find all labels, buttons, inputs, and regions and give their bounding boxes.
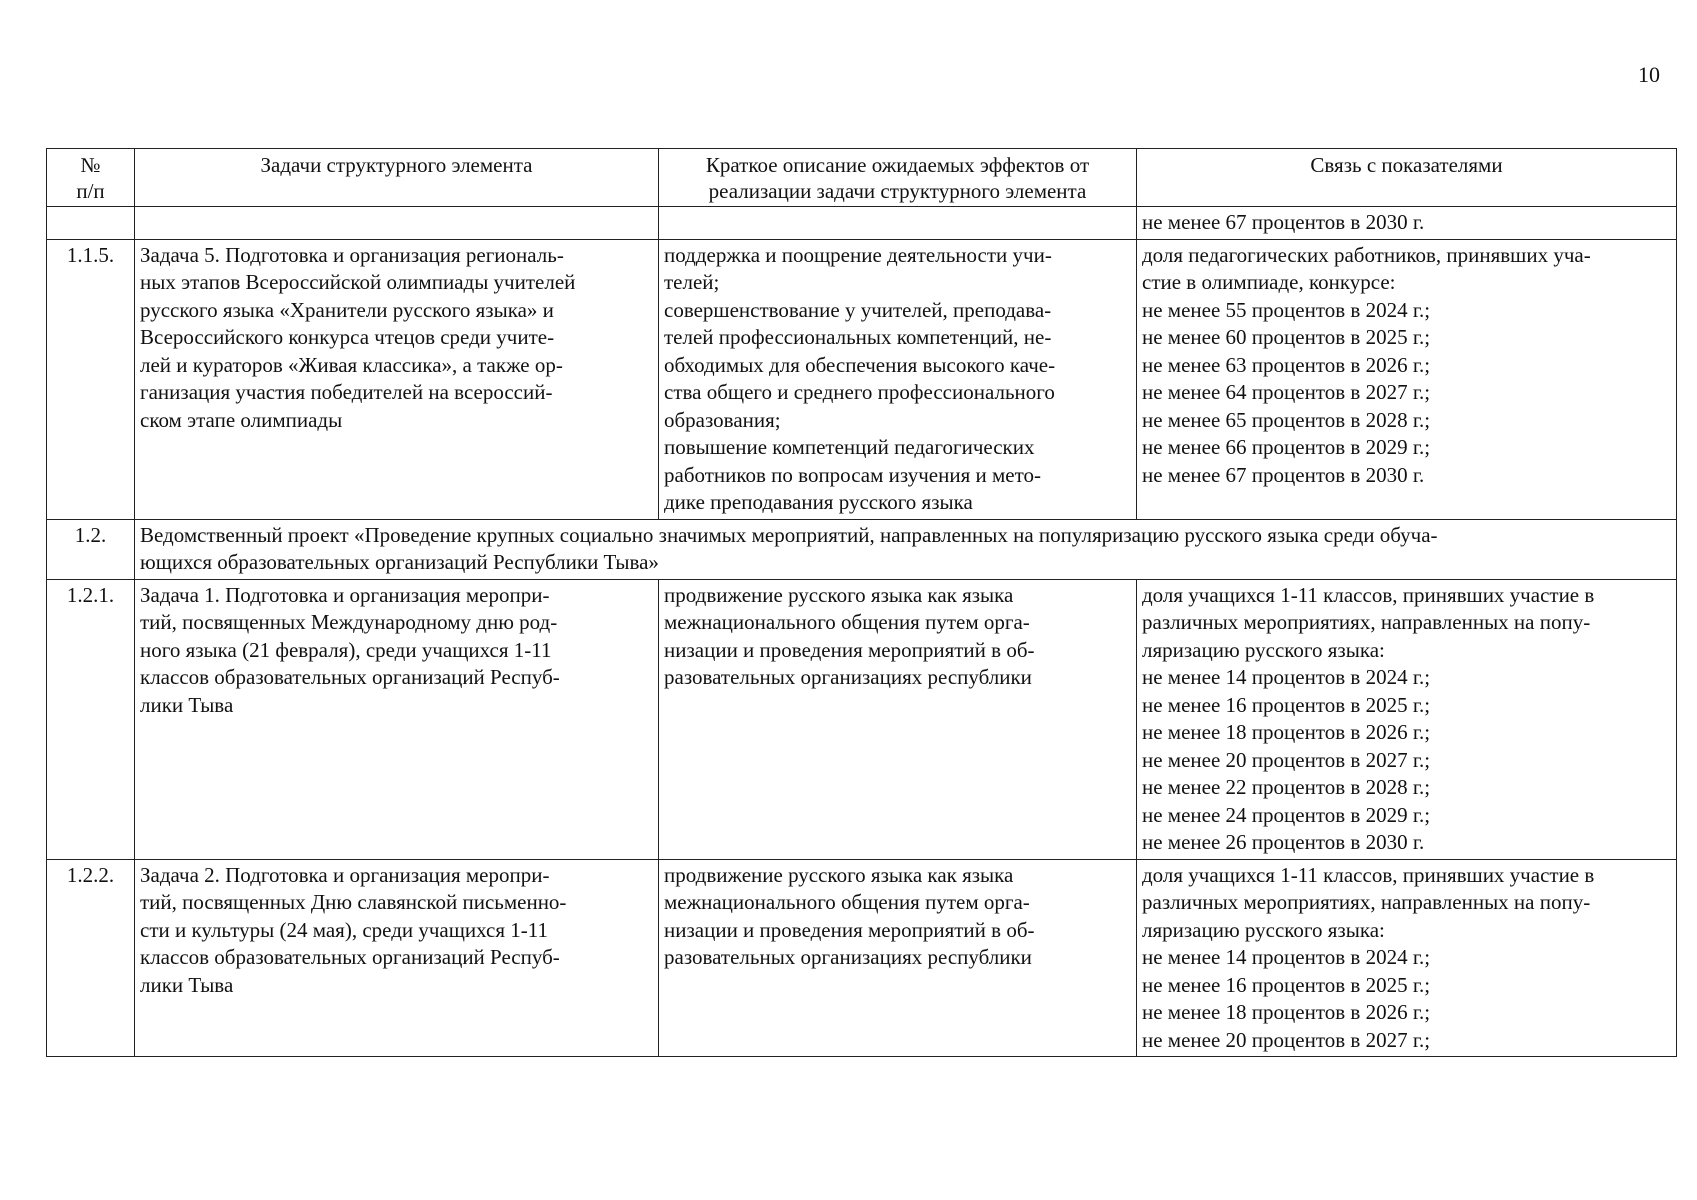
cell-indicators — [1137, 579, 1677, 859]
effect-line: продвижение русского языка как языка — [664, 582, 1014, 607]
cell-task — [135, 579, 659, 859]
indicator-line: доля учащихся 1-11 классов, принявших участие в — [1142, 582, 1595, 607]
indicator-line: не менее 18 процентов в 2026 г.; — [1142, 720, 1431, 744]
header-link: Связь с показателями — [1137, 149, 1677, 207]
indicator-line: стие в олимпиаде, конкурсе: — [1142, 270, 1396, 294]
effect-line: повышение компетенций педагогических — [664, 435, 1035, 459]
project-title-line: Ведомственный проект «Проведение крупных социально значимых мероприятий, направленных на популяризацию русского языка среди обуча- — [140, 522, 1438, 547]
task-line: ных этапов Всероссийской олимпиады учителей — [140, 270, 576, 294]
page-number: 10 — [1638, 62, 1660, 87]
cell-number: 1.2. — [47, 519, 135, 579]
indicator-line: не менее 20 процентов в 2027 г.; — [1142, 1027, 1431, 1052]
task-line: лей и кураторов «Живая классика», а также ор- — [140, 352, 563, 377]
cell-task — [135, 239, 659, 519]
effect-line: телей; — [664, 270, 720, 294]
cell-effects — [659, 207, 1137, 240]
task-line: лики Тыва — [140, 972, 234, 997]
indicator-line: не менее 14 процентов в 2024 г.; — [1142, 945, 1431, 969]
indicator-line: не менее 18 процентов в 2026 г.; — [1142, 1000, 1431, 1024]
effect-line: образования; — [664, 407, 781, 432]
task-line: лики Тыва — [140, 692, 234, 717]
task-line: Задача 2. Подготовка и организация меропри- — [140, 862, 550, 887]
task-line: ного языка (21 февраля), среди учащихся 1-11 — [140, 637, 552, 662]
task-line: ганизация участия победителей на всероссий- — [140, 380, 553, 404]
header-number — [47, 149, 135, 207]
task-line: ском этапе олимпиады — [140, 407, 343, 432]
table-row — [47, 859, 1677, 1057]
cell-number: 1.2.1. — [47, 579, 135, 859]
effect-line: дике преподавания русского языка — [664, 490, 973, 514]
cell-indicators — [1137, 207, 1677, 240]
header-effects-line: реализации задачи структурного элемента — [708, 179, 1087, 203]
task-line: русского языка «Хранители русского языка» и — [140, 297, 554, 322]
cell-number: 1.2.2. — [47, 859, 135, 1057]
task-line: тий, посвященных Дню славянской письменно- — [140, 890, 567, 914]
indicator-line: не менее 65 процентов в 2028 г.; — [1142, 407, 1431, 432]
indicator-line: не менее 63 процентов в 2026 г.; — [1142, 352, 1431, 377]
effect-line: межнационального общения путем орга- — [664, 610, 1030, 634]
indicator-line: различных мероприятиях, направленных на попу- — [1142, 610, 1591, 634]
indicator-line: ляризацию русского языка: — [1142, 637, 1385, 662]
cell-number — [47, 207, 135, 240]
task-line: Задача 5. Подготовка и организация региональ- — [140, 242, 564, 267]
effect-line: обходимых для обеспечения высокого каче- — [664, 352, 1056, 377]
effect-line: разовательных организациях республики — [664, 945, 1032, 969]
indicator-line: доля учащихся 1-11 классов, принявших участие в — [1142, 862, 1595, 887]
cell-effects — [659, 239, 1137, 519]
task-line: Всероссийского конкурса чтецов среди учите- — [140, 325, 555, 349]
header-number-line: № — [80, 153, 101, 177]
table-header-row — [47, 149, 1677, 207]
effect-line: низации и проведения мероприятий в об- — [664, 917, 1035, 942]
indicator-line: не менее 26 процентов в 2030 г. — [1142, 830, 1425, 854]
header-effects-line: Краткое описание ожидаемых эффектов от — [705, 153, 1090, 177]
continuation-row — [47, 207, 1677, 240]
indicator-line: не менее 67 процентов в 2030 г. — [1142, 210, 1425, 234]
indicator-line: не менее 16 процентов в 2025 г.; — [1142, 972, 1431, 997]
effect-line: межнационального общения путем орга- — [664, 890, 1030, 914]
indicator-line: не менее 24 процентов в 2029 г.; — [1142, 802, 1431, 827]
indicator-line: ляризацию русского языка: — [1142, 917, 1385, 942]
effect-line: телей профессиональных компетенций, не- — [664, 325, 1052, 349]
cell-number: 1.1.5. — [47, 239, 135, 519]
effect-line: работников по вопросам изучения и мето- — [664, 462, 1041, 487]
header-tasks: Задачи структурного элемента — [135, 149, 659, 207]
indicator-line: различных мероприятиях, направленных на попу- — [1142, 890, 1591, 914]
table-body — [47, 207, 1677, 1057]
indicator-line: не менее 60 процентов в 2025 г.; — [1142, 325, 1431, 349]
effect-line: ства общего и среднего профессионального — [664, 380, 1055, 404]
indicator-line: не менее 64 процентов в 2027 г.; — [1142, 380, 1431, 404]
effect-line: низации и проведения мероприятий в об- — [664, 637, 1035, 662]
indicator-line: доля педагогических работников, принявших уча- — [1142, 242, 1591, 267]
task-line: тий, посвященных Международному дню род- — [140, 610, 558, 634]
indicator-line: не менее 66 процентов в 2029 г.; — [1142, 435, 1431, 459]
cell-effects — [659, 579, 1137, 859]
task-line: классов образовательных организаций Респуб- — [140, 945, 560, 969]
indicator-line: не менее 67 процентов в 2030 г. — [1142, 462, 1425, 487]
effect-line: совершенствование у учителей, преподава- — [664, 297, 1052, 322]
project-title-line: ющихся образовательных организаций Республики Тыва» — [140, 550, 659, 574]
effect-line: продвижение русского языка как языка — [664, 862, 1014, 887]
indicator-line: не менее 16 процентов в 2025 г.; — [1142, 692, 1431, 717]
indicator-line: не менее 22 процентов в 2028 г.; — [1142, 775, 1431, 799]
task-line: Задача 1. Подготовка и организация меропри- — [140, 582, 550, 607]
effect-line: поддержка и поощрение деятельности учи- — [664, 242, 1052, 267]
table-row — [47, 239, 1677, 519]
cell-task — [135, 207, 659, 240]
cell-indicators — [1137, 859, 1677, 1057]
cell-task — [135, 859, 659, 1057]
cell-indicators — [1137, 239, 1677, 519]
cell-project-title — [135, 519, 1677, 579]
table-row — [47, 579, 1677, 859]
task-line: сти и культуры (24 мая), среди учащихся 1-11 — [140, 917, 549, 942]
header-effects — [659, 149, 1137, 207]
effect-line: разовательных организациях республики — [664, 665, 1032, 689]
task-line: классов образовательных организаций Респуб- — [140, 665, 560, 689]
indicator-line: не менее 14 процентов в 2024 г.; — [1142, 665, 1431, 689]
header-number-line: п/п — [76, 179, 105, 203]
indicator-line: не менее 55 процентов в 2024 г.; — [1142, 297, 1431, 322]
indicator-line: не менее 20 процентов в 2027 г.; — [1142, 747, 1431, 772]
project-row — [47, 519, 1677, 579]
cell-effects — [659, 859, 1137, 1057]
indicators-table — [46, 148, 1677, 1057]
